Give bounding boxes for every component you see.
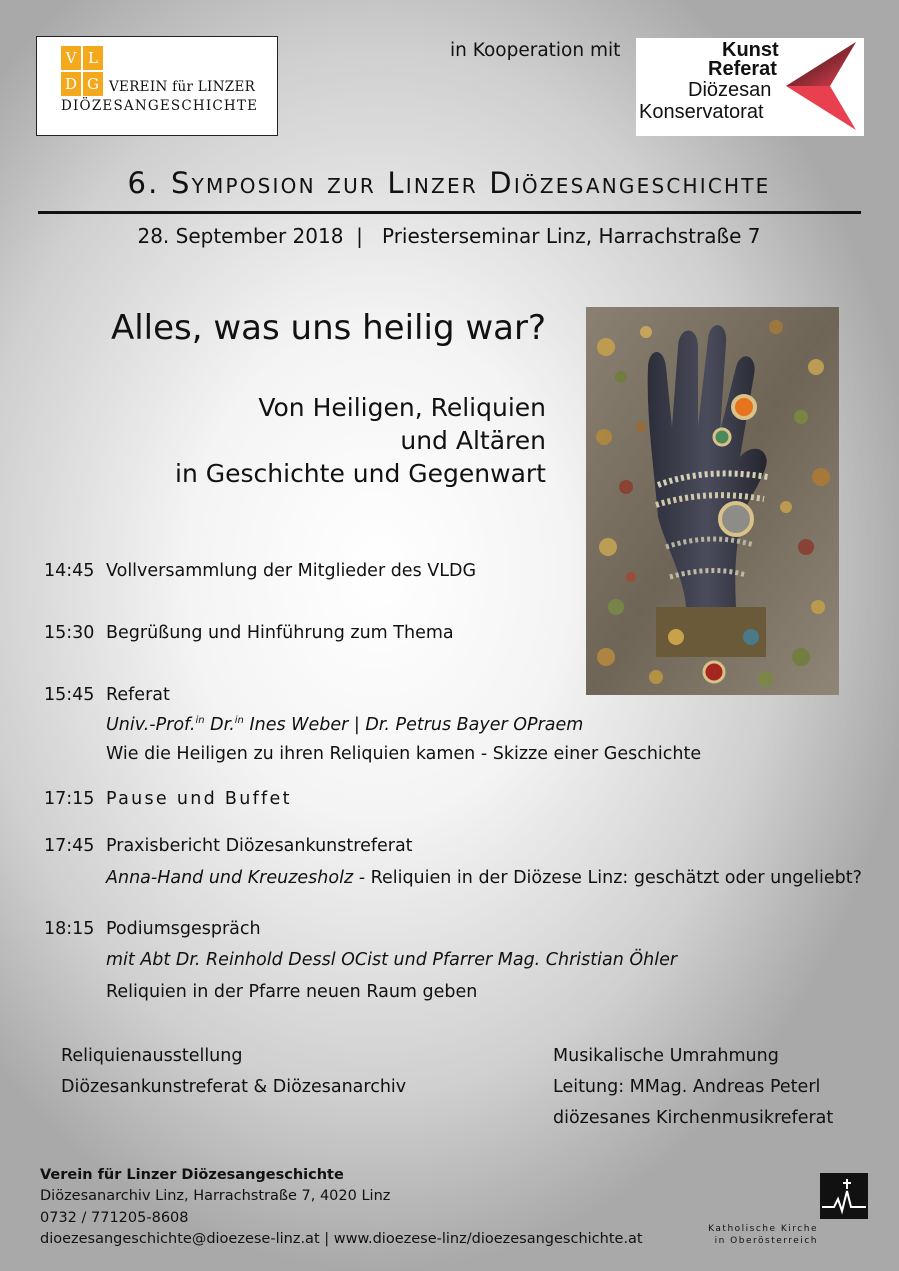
program-time: 18:15 bbox=[44, 919, 95, 939]
music-leader: Leitung: MMag. Andreas Peterl bbox=[553, 1077, 821, 1097]
church-logo-text bbox=[688, 1223, 818, 1247]
subtitle-line: in Geschichte und Gegenwart bbox=[175, 459, 546, 488]
music-department: diözesanes Kirchenmusikreferat bbox=[553, 1108, 834, 1128]
vldg-letter: V bbox=[61, 46, 81, 70]
event-location: Priesterseminar Linz, Harrachstraße 7 bbox=[382, 224, 761, 248]
program-item-label: Praxisbericht Diözesankunstreferat bbox=[106, 836, 413, 856]
kunstreferat-shape-icon bbox=[786, 40, 861, 132]
contact-org: Verein für Linzer Diözesangeschichte bbox=[40, 1167, 344, 1183]
dateline-separator: | bbox=[356, 224, 363, 248]
speaker-text: Ines Weber | Dr. Petrus Bayer OPraem bbox=[243, 715, 584, 735]
speaker-text: Dr. bbox=[204, 715, 235, 735]
talk-italic: Anna-Hand und Kreuzesholz - bbox=[106, 868, 371, 888]
program-time: 15:30 bbox=[44, 623, 95, 643]
contact-phone: 0732 / 771205-8608 bbox=[40, 1210, 189, 1226]
exhibition-text: Diözesankunstreferat & Diözesanarchiv bbox=[61, 1077, 407, 1097]
program-time: 15:45 bbox=[44, 685, 95, 705]
kunstreferat-line3: Diözesan bbox=[688, 79, 772, 101]
vldg-letter: L bbox=[83, 46, 103, 70]
page-title: 6. Symposion zur Linzer Diözesangeschichte bbox=[127, 166, 771, 200]
program-item-label: Vollversammlung der Mitglieder des VLDG bbox=[106, 561, 477, 581]
reliquary-hand-photo bbox=[586, 307, 839, 695]
contact-email-link[interactable]: dioezesangeschichte@dioezese-linz.at bbox=[40, 1231, 320, 1247]
program-talk-title: Wie die Heiligen zu ihren Reliquien kamen - Skizze einer Geschichte bbox=[106, 744, 702, 764]
contact-links bbox=[40, 1231, 643, 1247]
vldg-name-line1: VEREIN für LINZER bbox=[109, 79, 256, 95]
church-logo-line2: in Oberösterreich bbox=[714, 1236, 818, 1246]
program-speakers: mit Abt Dr. Reinhold Dessl OCist und Pfarrer Mag. Christian Öhler bbox=[106, 950, 678, 970]
program-time: 17:15 bbox=[44, 789, 95, 809]
contact-web-link[interactable]: www.dioezese-linz/dioezesangeschichte.at bbox=[333, 1231, 643, 1247]
cooperation-text: in Kooperation mit bbox=[450, 40, 621, 61]
theme-headline: Alles, was uns heilig war? bbox=[110, 308, 546, 348]
theme-subtitle bbox=[40, 391, 546, 490]
vldg-logo bbox=[36, 36, 278, 136]
speaker-superscript: in bbox=[195, 715, 205, 727]
program-time: 14:45 bbox=[44, 561, 95, 581]
talk-rest: Reliquien in der Diözese Linz: geschätzt oder ungeliebt? bbox=[370, 868, 862, 888]
speaker-superscript: in bbox=[234, 715, 244, 727]
program-talk-title: Reliquien in der Pfarre neuen Raum geben bbox=[106, 982, 478, 1002]
subtitle-line: und Altären bbox=[400, 426, 546, 455]
exhibition-title: Reliquienausstellung bbox=[61, 1046, 243, 1066]
program-time: 17:45 bbox=[44, 836, 95, 856]
contact-separator: | bbox=[324, 1231, 330, 1247]
kunstreferat-line2: Referat bbox=[708, 58, 777, 80]
program-item-label: Podiumsgespräch bbox=[106, 919, 261, 939]
subtitle-line: Von Heiligen, Reliquien bbox=[258, 393, 546, 422]
kunstreferat-logo bbox=[636, 38, 864, 136]
speaker-text: Univ.-Prof. bbox=[106, 715, 196, 735]
vldg-letter: G bbox=[83, 72, 103, 96]
program-speakers bbox=[106, 715, 583, 735]
contact-address: Diözesanarchiv Linz, Harrachstraße 7, 4020 Linz bbox=[40, 1188, 391, 1204]
vldg-letter: D bbox=[61, 72, 81, 96]
program-item-label: Begrüßung und Hinführung zum Thema bbox=[106, 623, 454, 643]
vldg-name-line2: DIÖZESANGESCHICHTE bbox=[61, 98, 259, 114]
program-item-label: Referat bbox=[106, 685, 170, 705]
church-logo-icon bbox=[820, 1173, 868, 1219]
church-logo-line1: Katholische Kirche bbox=[708, 1224, 818, 1234]
kunstreferat-line4: Konservatorat bbox=[639, 101, 764, 123]
title-divider bbox=[38, 211, 861, 214]
program-talk-title bbox=[106, 868, 862, 888]
kunstreferat-line1: Kunst bbox=[722, 39, 779, 61]
date-location-line bbox=[38, 224, 860, 248]
event-date: 28. September 2018 bbox=[137, 224, 344, 248]
program-item-label: Pause und Buffet bbox=[106, 789, 292, 809]
music-title: Musikalische Umrahmung bbox=[553, 1046, 779, 1066]
vldg-monogram bbox=[61, 46, 103, 96]
